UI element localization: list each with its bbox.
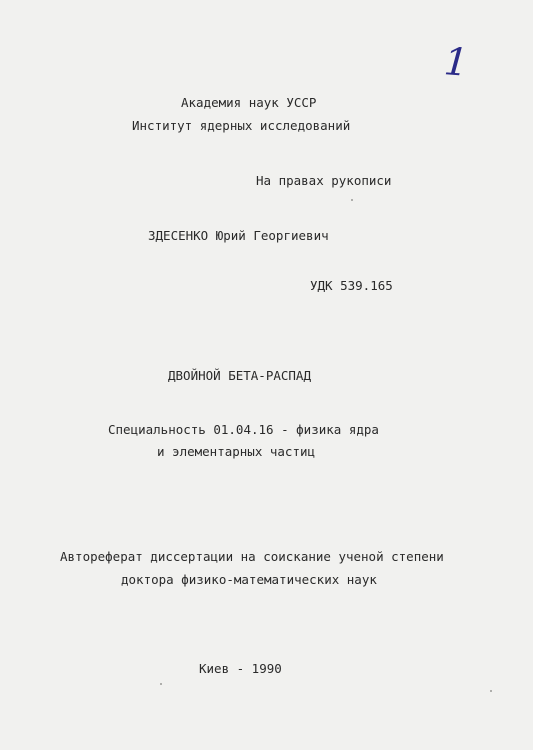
handwritten-page-number: 1 [442, 39, 470, 85]
institute-name: Институт ядерных исследований [132, 118, 351, 133]
place-and-year: Киев - 1990 [199, 661, 282, 676]
manuscript-rights: На правах рукописи [256, 173, 392, 188]
specialty-line-1: Специальность 01.04.16 - физика ядра [108, 422, 379, 437]
specialty-line-2: и элементарных частиц [157, 444, 316, 459]
udk-code: УДК 539.165 [310, 278, 393, 293]
paper-speck [160, 683, 162, 685]
author-name: ЗДЕСЕНКО Юрий Георгиевич [148, 228, 329, 243]
paper-speck [351, 199, 353, 201]
academy-name: Академия наук УССР [181, 95, 317, 110]
thesis-title: ДВОЙНОЙ БЕТА-РАСПАД [168, 368, 311, 383]
abstract-line-1: Автореферат диссертации на соискание ученой степени [60, 549, 444, 564]
paper-speck [490, 690, 492, 692]
abstract-line-2: доктора физико-математических наук [121, 572, 377, 587]
